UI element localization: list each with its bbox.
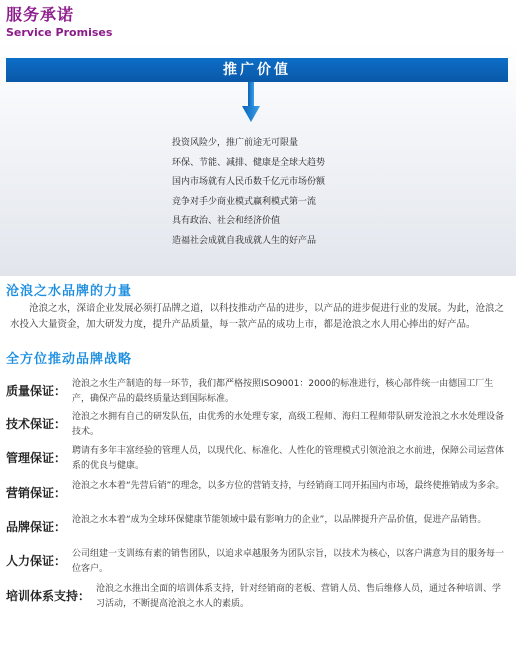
list-item: 造福社会成就自我成就人生的好产品 [172,235,317,246]
brand-power-title: 沧浪之水品牌的力量 [6,284,133,299]
guarantee-label: 品牌保证： [6,520,67,534]
guarantee-text: 沧浪之水推出全面的培训体系支持，针对经销商的老板、营销人员、售后维修人员，通过各种培训、学习活动，不断提高沧浪之水人的素质。 [96,584,502,609]
value-points-list [172,134,325,251]
guarantee-text: 沧浪之水本着“成为全球环保健康节能领域中最有影响力的企业”，以品牌提升产品价值，促进产品销售。 [72,515,487,525]
promotion-value-banner: 推广价值 [6,58,508,82]
guarantee-text: 沧浪之水本着“先营后销”的理念，以多方位的营销支持，与经销商工同开拓国内市场，最终使推销成为多余。 [72,481,505,491]
guarantee-label: 营销保证： [6,486,67,500]
guarantee-label: 培训体系支持： [6,589,91,603]
guarantee-label: 技术保证： [6,417,67,431]
brand-power-paragraph: 沧浪之水，深谙企业发展必须打品牌之道，以科技推动产品的进步，以产品的进步促进行业的发展。为此，沧浪之水投入大量资金，加大研发力度，提升产品质量，每一款产品的成功上市，都是沧浪之水人用心捧出的好产品。 [10,303,505,330]
list-item: 环保、节能、减排、健康是全球大趋势 [172,157,326,168]
brand-strategy-title: 全方位推动品牌战略 [6,352,133,367]
arrow-down-icon [241,82,261,122]
list-item: 国内市场就有人民币数千亿元市场份额 [172,177,326,187]
guarantee-text: 沧浪之水拥有自己的研发队伍，由优秀的水处理专家，高级工程师、海归工程师带队研发沧浪之水水处理设备技术。 [72,412,505,437]
list-item: 投资风险少，推广前途无可限量 [172,138,299,148]
guarantee-label: 管理保证： [6,451,67,465]
guarantee-label: 质量保证： [6,384,67,398]
list-item: 具有政治、社会和经济价值 [172,216,281,226]
list-item: 竞争对手少商业模式赢利模式第一流 [172,196,317,207]
page-subtitle: Service Promises [6,26,113,39]
guarantee-label: 人力保证： [6,554,67,568]
guarantee-text: 沧浪之水生产制造的每一环节，我们都严格按照ISO9001：2000的标准进行，核心部件统一由德国工厂生产，确保产品的最终质量达到国际标准。 [72,379,494,404]
guarantee-text: 公司组建一支训练有素的销售团队，以追求卓越服务为团队宗旨，以技术为核心，以客户满意为目的服务每一位客户。 [72,549,505,574]
page-title: 服务承诺 [6,5,75,24]
guarantee-text: 聘请有多年丰富经验的管理人员，以现代化、标准化、人性化的管理模式引领沧浪之水前进，保障公司运营体系的优良与健康。 [72,446,505,471]
